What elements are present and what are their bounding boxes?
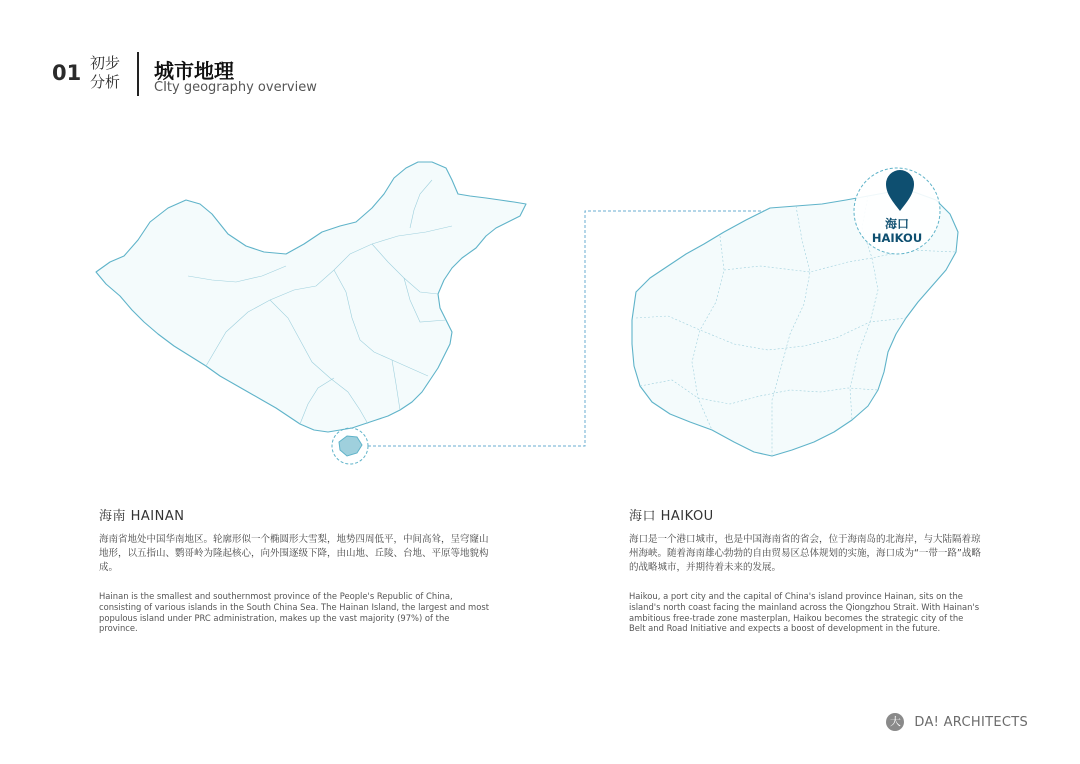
hainan-island-small xyxy=(339,436,362,456)
page-title: 城市地理 xyxy=(154,59,234,83)
hainan-description-en: Hainan is the smallest and southernmost province of the People's Republic of China, consisting of various islands in the South China Sea. The Hainan Island, the largest and most populous island under PRC administration, makes up the vast majority (97%) of the province. xyxy=(99,591,489,634)
china-outline xyxy=(96,162,526,432)
haikou-description-cn: 海口是一个港口城市，也是中国海南省的省会，位于海南岛的北海岸，与大陆隔着琼州海峡。随着海南雄心勃勃的自由贸易区总体规划的实施，海口成为“一带一路”战略的战略城市，并期待着未来的发展。 xyxy=(629,534,981,573)
hainan-title: 海南 HAINAN xyxy=(99,509,185,524)
section-category-line1: 初步 xyxy=(90,54,121,72)
hainan-description-cn: 海南省地处中国华南地区。轮廓形似一个椭圆形大雪梨，地势四周低平，中间高耸，呈穹窿山地形，以五指山、鹦哥岭为隆起核心，向外围逐级下降，由山地、丘陵、台地、平原等地貌构成。 xyxy=(99,534,489,573)
section-number: 01 xyxy=(52,61,82,85)
section-category-line2: 分析 xyxy=(90,73,121,91)
haikou-title: 海口 HAIKOU xyxy=(629,509,714,524)
footer xyxy=(886,713,1028,731)
page-subtitle: CIty geography overview xyxy=(154,80,317,95)
pin-label-cn: 海口 xyxy=(884,217,910,231)
pin-label-en: HAIKOU xyxy=(871,231,923,245)
haikou-description-en: Haikou, a port city and the capital of China's island province Hainan, sits on the island's north coast facing the mainland across the Qiongzhou Strait. With Hainan's ambitious free-trade zone masterplan, Haikou becomes the strategic city of the Belt and Road Initiative and expects a boost of development in the future. xyxy=(629,591,980,634)
brand-logo-icon: 大 xyxy=(886,713,904,731)
haikou-section xyxy=(629,505,981,634)
hainan-section xyxy=(99,505,489,634)
brand-name: DA! ARCHITECTS xyxy=(914,714,1028,730)
china-map xyxy=(96,162,526,464)
